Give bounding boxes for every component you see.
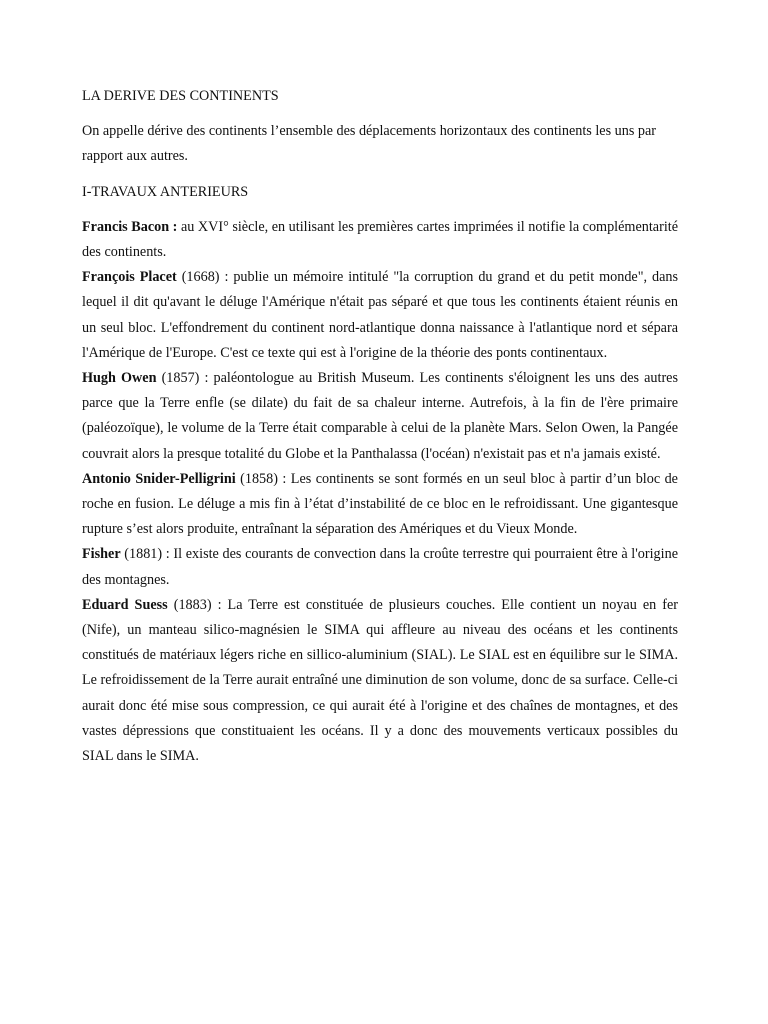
entry-text: au XVI° siècle, en utilisant les premières cartes imprimées il notifie la complémentarité des continents. (82, 218, 678, 261)
entry-eduard-suess (82, 593, 678, 769)
entry-name: François Placet (82, 269, 177, 286)
entry-text: (1857) : paléontologue au British Museum. Les continents s'éloignent les uns des autres parce que la Terre enfle (se dilate) du fait de sa chaleur interne. Autrefois, à la fin de l'ère primaire (paléozoïque), le volume de la Terre était comparable à celui de la planète Mars. Selon Owen, la Pangée couvrait alors la presque totalité du Globe et la Panthalassa (l'océan) n'existait pas et n'a jamais existé. (82, 370, 678, 462)
entry-hugh-owen (82, 366, 678, 467)
entries-list (82, 215, 678, 769)
entry-text: (1881) : Il existe des courants de convection dans la croûte terrestre qui pourraient être à l'origine des montagnes. (82, 546, 678, 588)
entry-text: (1858) : Les continents se sont formés en un seul bloc à partir d’un bloc de roche en fusion. Le déluge a mis fin à l’état d’instabilité de ce bloc en le refroidissant. Une gigantesque rupture s’est alors produite, entraînant la séparation des Amériques et du Vieux Monde. (82, 470, 678, 538)
entry-name: Hugh Owen (82, 370, 157, 387)
entry-fisher (82, 542, 678, 592)
entry-antonio-snider-pelligrini (82, 467, 678, 543)
entry-text: (1668) : publie un mémoire intitulé "la corruption du grand et du petit monde", dans lequel il dit qu'avant le déluge l'Amérique n'était pas séparé et que tous les continents étaient réunis en un seul bloc. L'effondrement du continent nord-atlantique donna naissance à l'atlantique nord et sépara l'Amérique de l'Europe. C'est ce texte qui est à l'origine de la théorie des ponts continentaux. (82, 269, 678, 361)
entry-text: (1883) : La Terre est constituée de plusieurs couches. Elle contient un noyau en fer (Nife), un manteau silico-magnésien le SIMA qui affleure au niveau des océans et les continents constitués de matériaux légers riche en sillico-aluminium (SIAL). Le SIAL est en équilibre sur le SIMA. Le refroidissement de la Terre aurait entraîné une diminution de son volume, donc de sa surface. Celle-ci aurait donc été mise sous compression, ce qui aurait été à l'origine et des chaînes de montagnes, et des vastes dépressions que constituaient les océans. Il y a donc des mouvements verticaux possibles du SIAL dans le SIMA. (82, 596, 679, 765)
document-title: LA DERIVE DES CONTINENTS (82, 88, 279, 104)
document-page (82, 84, 678, 769)
entry-name: Francis Bacon : (82, 218, 178, 235)
entry-name: Antonio Snider-Pelligrini (82, 470, 236, 487)
entry-francois-placet (82, 265, 678, 366)
entry-francis-bacon (82, 215, 678, 265)
section-title: I-TRAVAUX ANTERIEURS (82, 183, 249, 200)
intro-paragraph: On appelle dérive des continents l’ensemble des déplacements horizontaux des continents les uns par rapport aux autres. (82, 123, 657, 165)
entry-name: Fisher (82, 546, 121, 563)
entry-name: Eduard Suess (82, 596, 168, 613)
